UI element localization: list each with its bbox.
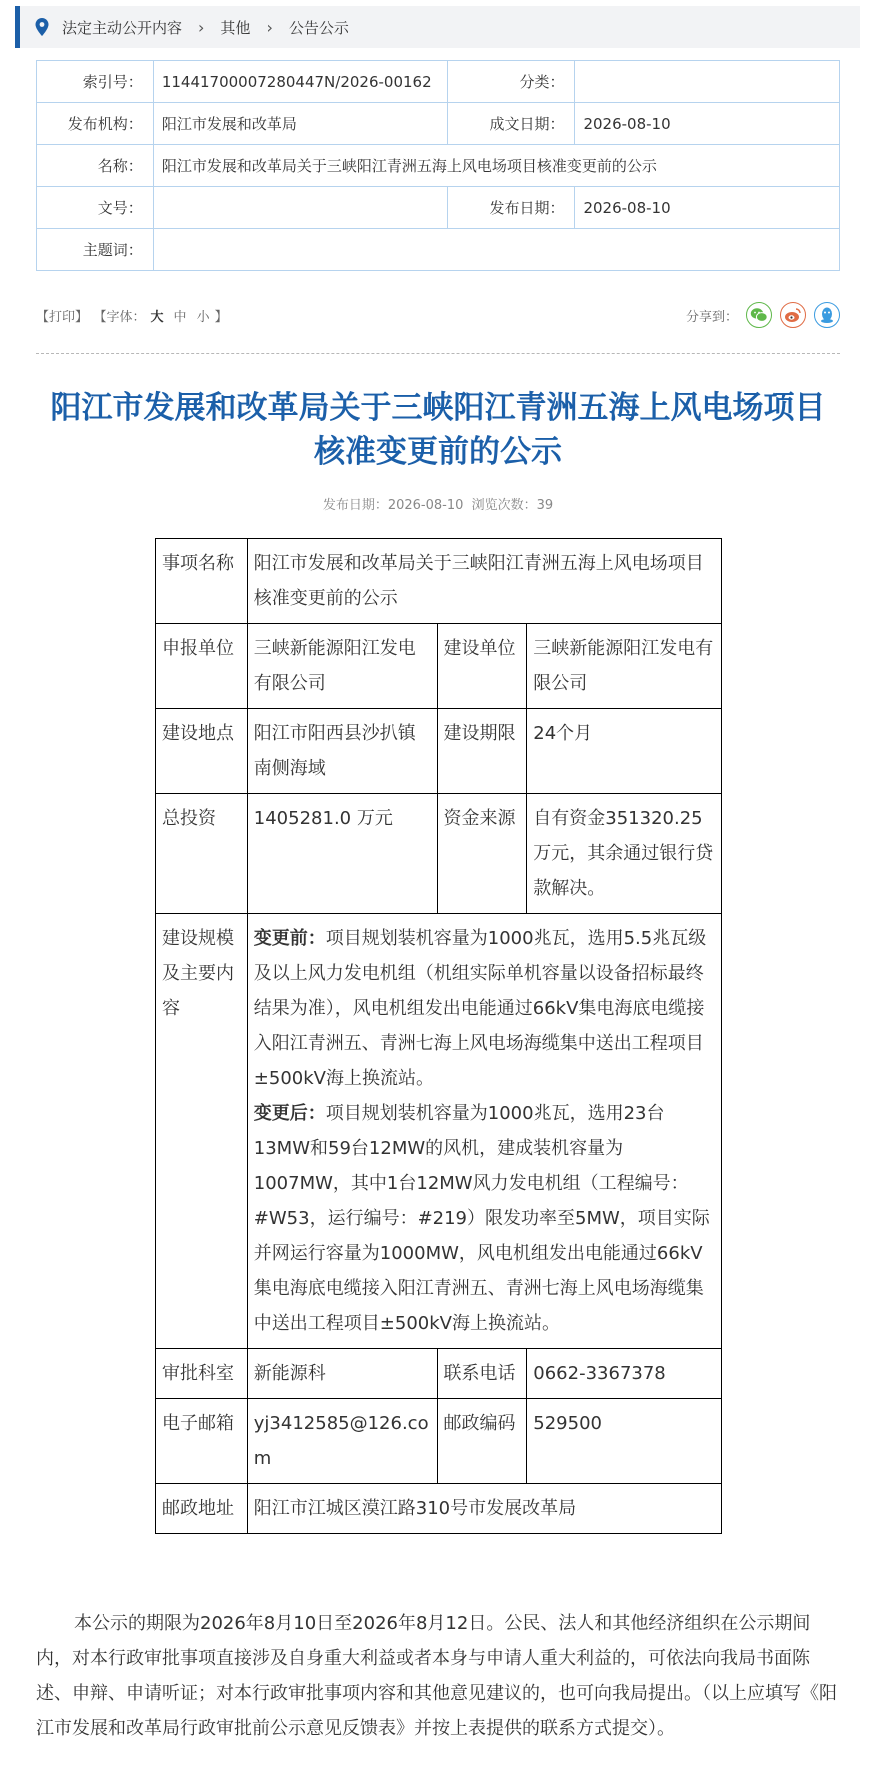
font-small-button[interactable]: 小 (196, 309, 210, 325)
dept-value: 新能源科 (247, 1349, 437, 1399)
document-meta-table (36, 60, 840, 271)
before-label: 变更前： (253, 928, 326, 949)
docno-value (153, 187, 447, 229)
category-label: 分类： (447, 61, 575, 103)
publish-info: 发布日期：2026-08-10 浏览次数：39 (322, 498, 554, 513)
docno-label: 文号： (37, 187, 154, 229)
investment-value: 1405281.0 万元 (247, 794, 437, 914)
chevron-right-icon: › (266, 17, 273, 37)
item-label: 事项名称 (156, 539, 248, 624)
created-date-label: 成文日期： (447, 103, 575, 145)
applicant-value: 三峡新能源阳江发电有限公司 (247, 624, 437, 709)
location-pin-icon (34, 18, 50, 36)
print-button[interactable]: 【打印】 (36, 309, 89, 325)
before-text: 项目规划装机容量为1000兆瓦，选用5.5兆瓦级及以上风力发电机组（机组实际单机容量以设备招标最终结果为准），风电机组发出电能通过66kV集电海底电缆接入阳江青洲五、青洲七海上风电场海缆集中送出工程项目±500kV海上换流站。 (253, 928, 707, 1089)
location-label: 建设地点 (156, 709, 248, 794)
weibo-share-icon[interactable] (780, 302, 806, 328)
keywords-value (153, 229, 839, 271)
qq-share-icon[interactable] (814, 302, 840, 328)
created-date-value: 2026-08-10 (575, 103, 840, 145)
name-value: 阳江市发展和改革局关于三峡阳江青洲五海上风电场项目核准变更前的公示 (153, 145, 839, 187)
location-value: 阳江市阳西县沙扒镇南侧海域 (247, 709, 437, 794)
category-value (575, 61, 840, 103)
share-bar (686, 302, 840, 328)
dept-label: 审批科室 (156, 1349, 248, 1399)
funding-label: 资金来源 (437, 794, 527, 914)
investment-label: 总投资 (156, 794, 248, 914)
article-title-line-2: 核准变更前的公示 (314, 434, 562, 470)
font-medium-button[interactable]: 中 (173, 309, 187, 325)
after-text: 项目规划装机容量为1000兆瓦，选用23台13MW和59台12MW的风机，建成装机容量为1007MW，其中1台12MW风力发电机组（工程编号：#W53，运行编号：#219）限发功率至5MW，项目实际并网运行容量为1000MW，风电机组发出电能通过66kV集电海底电缆接入阳江青洲五、青洲七海上风电场海缆集中送出工程项目±500kV海上换流站。 (253, 1103, 710, 1334)
toolbar (36, 300, 840, 330)
index-value: 11441700007280447N/2026-00162 (153, 61, 447, 103)
article-tools (36, 306, 228, 325)
funding-value: 自有资金351320.25万元，其余通过银行贷款解决。 (527, 794, 722, 914)
font-large-button[interactable]: 大 (150, 309, 164, 325)
published-date-label: 发布日期： (447, 187, 575, 229)
org-label: 发布机构： (37, 103, 154, 145)
chevron-right-icon: › (198, 17, 205, 37)
after-label: 变更后： (253, 1103, 326, 1124)
notice-paragraph: 本公示的期限为2026年8月10日至2026年8月12日。公民、法人和其他经济组织在公示期间内，对本行政审批事项直接涉及自身重大利益或者本身与申请人重大利益的，可依法向我局书面陈述、申辩、申请听证；对本行政审批事项内容和其他意见建议的，也可向我局提出。（以上应填写《阳江市发展和改革局行政审批前公示意见反馈表》并按上表提供的联系方式提交）。 (36, 1613, 837, 1739)
postcode-label: 邮政编码 (437, 1399, 527, 1484)
address-value: 阳江市江城区漠江路310号市发展改革局 (247, 1484, 721, 1534)
period-label: 建设期限 (437, 709, 527, 794)
font-size-close: 】 (214, 309, 228, 325)
builder-value: 三峡新能源阳江发电有限公司 (527, 624, 722, 709)
before-change (254, 921, 715, 1096)
postcode-value: 529500 (527, 1399, 722, 1484)
org-value: 阳江市发展和改革局 (153, 103, 447, 145)
font-size-label: 【字体： (100, 309, 146, 325)
keywords-label: 主题词： (37, 229, 154, 271)
share-label: 分享到： (685, 309, 738, 325)
email-value: yj3412585@126.com (247, 1399, 437, 1484)
article-title (36, 386, 840, 474)
applicant-label: 申报单位 (156, 624, 248, 709)
index-label: 索引号： (37, 61, 154, 103)
breadcrumb-link-announcements[interactable]: 公告公示 (288, 18, 349, 37)
breadcrumb-link-other[interactable]: 其他 (220, 18, 251, 37)
phone-label: 联系电话 (437, 1349, 527, 1399)
wechat-share-icon[interactable] (746, 302, 772, 328)
builder-label: 建设单位 (437, 624, 527, 709)
item-value: 阳江市发展和改革局关于三峡阳江青洲五海上风电场项目核准变更前的公示 (247, 539, 721, 624)
breadcrumb (15, 6, 860, 48)
scale-label: 建设规模及主要内容 (156, 914, 248, 1349)
project-detail-table (155, 538, 722, 1534)
period-value: 24个月 (527, 709, 722, 794)
phone-value: 0662-3367378 (527, 1349, 722, 1399)
email-label: 电子邮箱 (156, 1399, 248, 1484)
article-title-line-1: 阳江市发展和改革局关于三峡阳江青洲五海上风电场项目 (50, 390, 826, 426)
name-label: 名称： (37, 145, 154, 187)
scale-content (247, 914, 721, 1349)
address-label: 邮政地址 (156, 1484, 248, 1534)
divider (36, 353, 840, 354)
after-change (254, 1096, 715, 1341)
breadcrumb-link-public-content[interactable]: 法定主动公开内容 (62, 18, 183, 37)
published-date-value: 2026-08-10 (575, 187, 840, 229)
